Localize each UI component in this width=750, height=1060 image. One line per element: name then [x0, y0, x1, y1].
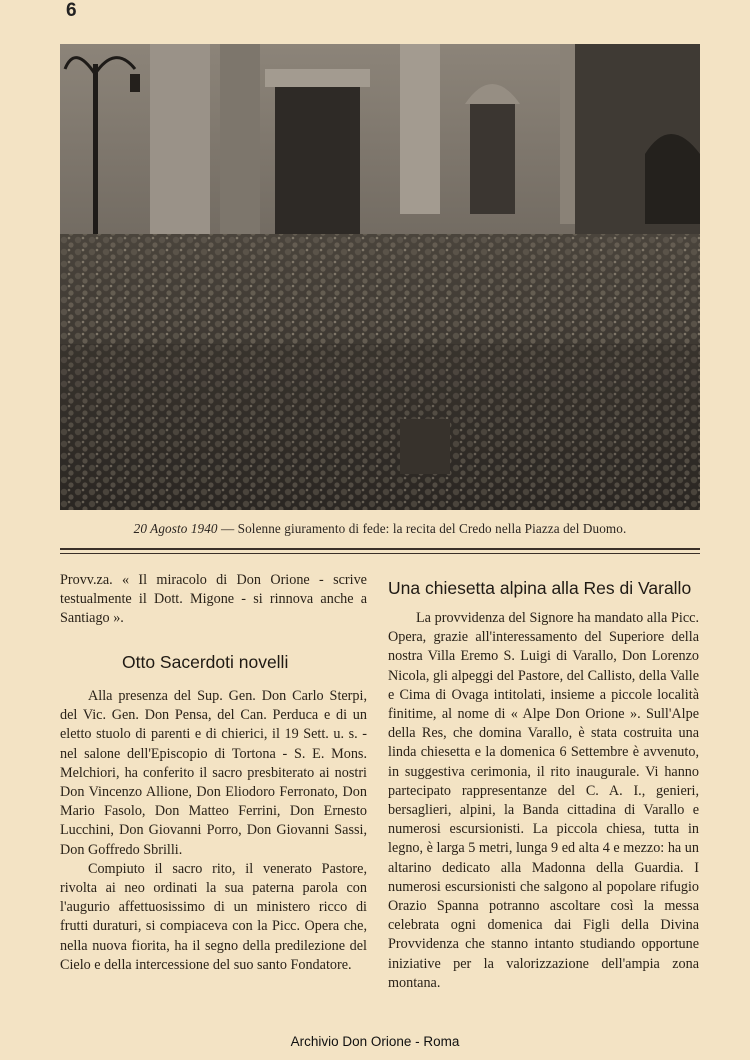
heading-otto-sacerdoti: Otto Sacerdoti novelli	[122, 652, 289, 672]
photo-caption	[60, 521, 700, 537]
paragraph-ordination: Alla presenza del Sup. Gen. Don Carlo Sterpi, del Vic. Gen. Don Pensa, del Can. Perduca e di un eletto stuolo di parenti e di chierici, il 19 Sett. u. s. - nel salone dell'Episcopio di Tortona - S. E. Mons. Melchiori, ha conferito il sacro presbiterato ai nostri Don Vincenzo Allione, Don Eliodoro Ferronato, Don Mario Fasolo, Don Matteo Ferrini, Don Ernesto Lucchini, Don Giovanni Porro, Don Giovanni Sassi, Don Goffredo Sbrilli.	[60, 688, 367, 858]
caption-text: — Solenne giuramento di fede: la recita del Credo nella Piazza del Duomo.	[217, 521, 627, 536]
caption-date: 20 Agosto 1940	[133, 521, 218, 536]
heading-chiesetta-alpina: Una chiesetta alpina alla Res di Varallo	[388, 578, 692, 598]
crowd-photo	[60, 44, 700, 510]
right-column-body	[388, 609, 699, 993]
page-number: 6	[66, 0, 77, 21]
separator-rule	[60, 548, 700, 550]
archive-footer: Archivio Don Orione - Roma	[290, 1034, 460, 1049]
left-column-body	[60, 687, 367, 975]
intro-paragraph: Provv.za. « Il miracolo di Don Orione - scrive testualmente il Dott. Migone - si rinnova anche a Santiago ».	[60, 572, 367, 627]
paragraph-chiesetta: La provvidenza del Signore ha mandato alla Picc. Opera, grazie all'interessamento del Superiore della nostra Villa Eremo S. Luigi di Varallo, Don Lorenzo Nicola, gli alpeggi del Pastore, del Callisto, della Valle e Cima di Ovaga intitolati, insieme a piccole località finitime, al nome di « Alpe Don Orione ». Sull'Alpe della Res, che domina Varallo, è stata costruita una linda chiesetta e la domenica 6 Settembre è avvenuto, in suggestiva cerimonia, il rito inaugurale. Vi hanno partecipato rappresentanze del C. A. I., genieri, bersaglieri, alpini, la Banda cittadina di Varallo e numerosi escursionisti. La piccola chiesa, tutta in legno, è larga 5 metri, lunga 9 ed alta 4 e mezzo: ha un altarino dedicato alla Madonna della Guardia. I numerosi escursionisti che salgono al popolare rifugio Orazio Spanna potranno ascoltare così la messa celebrata ogni domenica dai Figli della Divina Provvidenza che stanno intanto studiando opportune iniziative per la valorizzazione dell'ampia zona montana.	[388, 610, 699, 991]
left-column	[60, 571, 367, 629]
paragraph-pastore: Compiuto il sacro rito, il venerato Pastore, rivolta ai neo ordinati la sua paterna parola con l'augurio affettuosissimo di un ministero ricco di frutti duraturi, si compiaceva con la Picc. Opera che, nella nuova fiorita, ha il segno della predilezione del Cielo e della intercessione del suo santo Fondatore.	[60, 860, 367, 973]
separator-rule-thin	[60, 553, 700, 554]
